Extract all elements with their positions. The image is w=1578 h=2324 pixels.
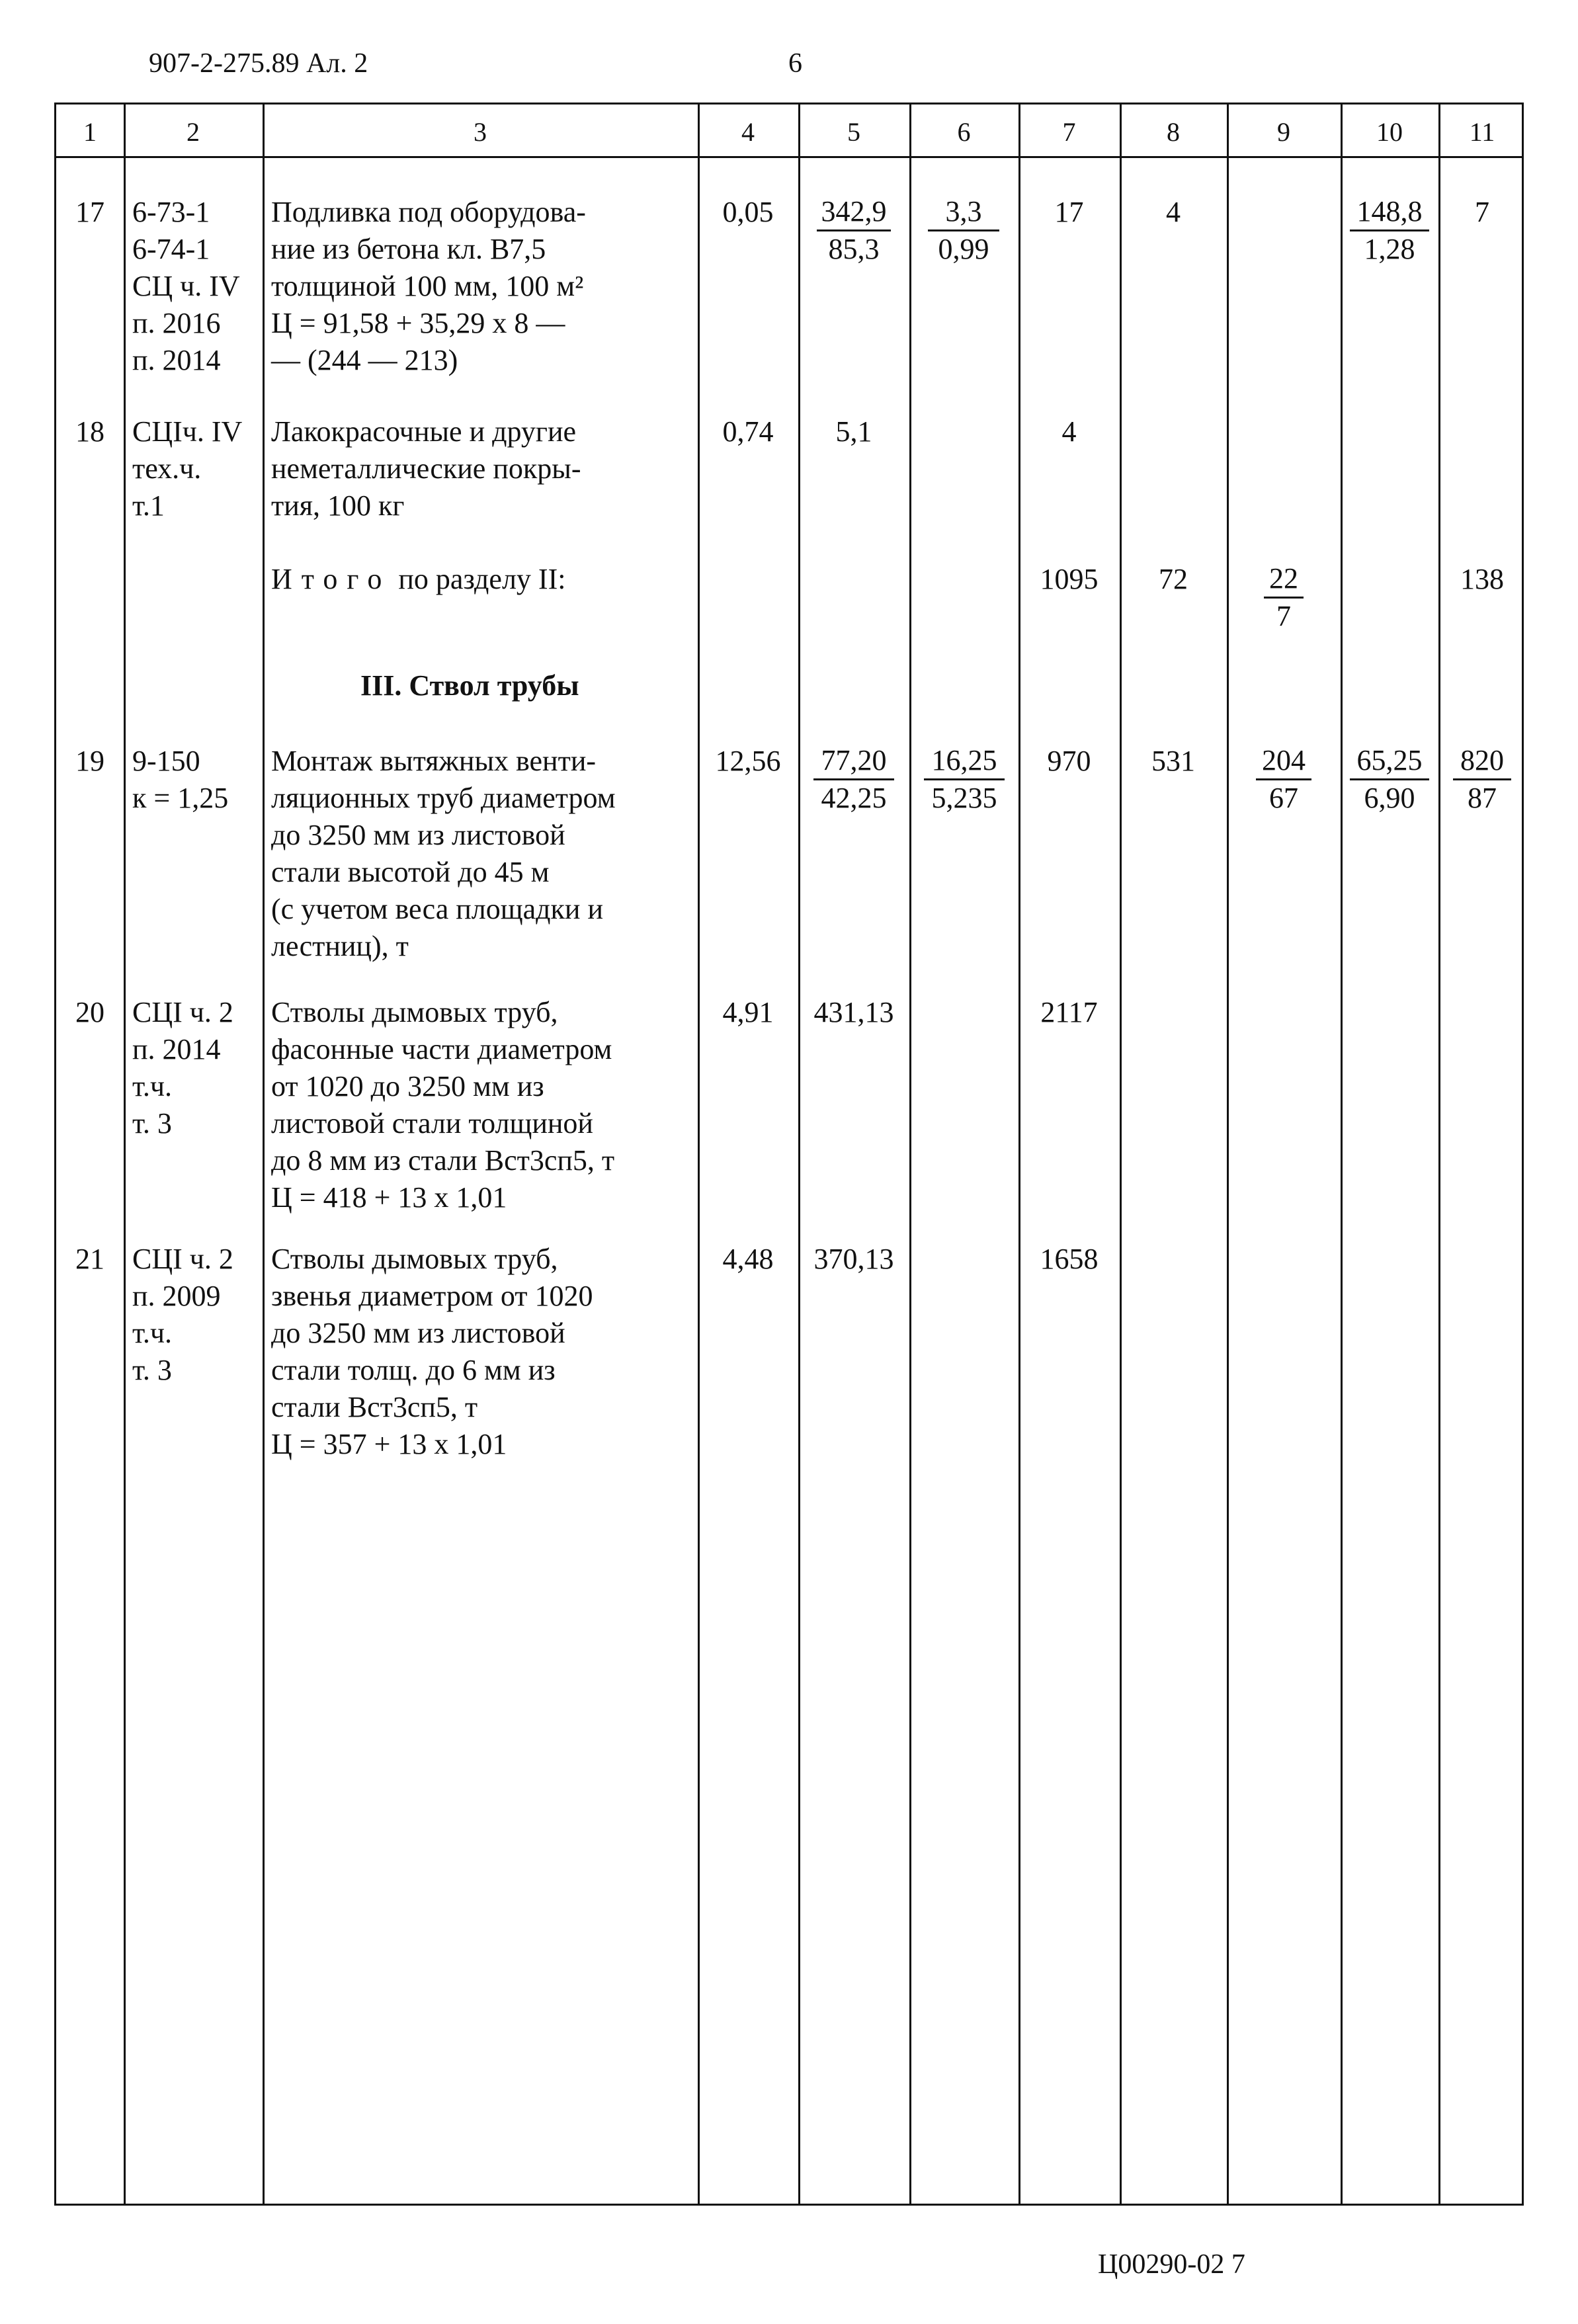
fraction-top: 148,8: [1350, 194, 1429, 231]
rate-code-line: т. 3: [132, 1107, 172, 1140]
rate-code: [132, 1241, 233, 1389]
description-line: лестниц), т: [271, 930, 409, 962]
rate-code-line: СЦIч. IV: [132, 415, 243, 448]
description-line: неметаллические покры-: [271, 452, 581, 485]
fraction-col5: [813, 743, 894, 816]
col11-value: 7: [1475, 196, 1489, 228]
col7-value: 970: [1047, 745, 1091, 777]
fraction-top: 3,3: [928, 194, 999, 231]
rate-code-line: 6-73-1: [132, 196, 210, 228]
row-number: 18: [75, 415, 104, 448]
description-line: от 1020 до 3250 мм из: [271, 1070, 544, 1102]
column-header-7: 7: [1062, 117, 1076, 147]
fraction-bottom: 0,99: [938, 233, 989, 265]
col5-value: 370,13: [813, 1243, 894, 1275]
rate-code-line: тех.ч.: [132, 452, 202, 485]
fraction-col6: [928, 194, 999, 267]
fraction-col9: [1264, 561, 1304, 634]
fraction-bottom: 1,28: [1364, 233, 1415, 265]
column-header-11: 11: [1469, 117, 1495, 147]
col5-value: 431,13: [813, 996, 894, 1028]
col8-value: 4: [1166, 196, 1181, 228]
fraction-bottom: 42,25: [821, 782, 887, 814]
column-header-1: 1: [83, 117, 97, 147]
work-description: [271, 194, 586, 379]
description-line: стали толщ. до 6 мм из: [271, 1354, 556, 1386]
rate-code-line: СЦ ч. IV: [132, 270, 240, 302]
total-label-rest: по разделу II:: [398, 563, 566, 595]
work-description: [271, 1241, 593, 1463]
column-header-4: 4: [741, 117, 755, 147]
col7-value: 1658: [1040, 1243, 1099, 1275]
description-line: Подливка под оборудова-: [271, 196, 586, 228]
estimate-table: [54, 103, 1524, 2206]
description-line: фасонные части диаметром: [271, 1033, 612, 1065]
description-line: Ц = 357 + 13 х 1,01: [271, 1428, 507, 1460]
fraction-col10: [1350, 743, 1429, 816]
rate-code-line: т.ч.: [132, 1317, 173, 1349]
column-header-6: 6: [957, 117, 971, 147]
fraction-top: 342,9: [817, 194, 891, 231]
rate-code-line: п. 2014: [132, 344, 221, 376]
fraction-top: 22: [1264, 561, 1304, 599]
rate-code-line: п. 2016: [132, 307, 221, 339]
rate-code-line: п. 2014: [132, 1033, 221, 1065]
description-line: Стволы дымовых труб,: [271, 1243, 558, 1275]
col8-value: 72: [1159, 563, 1188, 595]
rate-code: [132, 413, 242, 524]
column-header-10: 10: [1376, 117, 1403, 147]
fraction-bottom: 7: [1276, 600, 1291, 632]
rate-code-line: 6-74-1: [132, 233, 210, 265]
description-line: листовой стали толщиной: [271, 1107, 593, 1140]
rate-code-line: т.1: [132, 489, 165, 522]
description-line: до 3250 мм из листовой: [271, 819, 565, 851]
fraction-col6: [924, 743, 1005, 816]
work-description: [271, 743, 616, 965]
quantity: 0,05: [722, 196, 774, 228]
work-description: [271, 413, 581, 524]
fraction-top: 65,25: [1350, 743, 1429, 780]
col5-value: 5,1: [835, 415, 872, 448]
fraction-top: 820: [1453, 743, 1511, 780]
description-line: тия, 100 кг: [271, 489, 405, 522]
fraction-col10: [1350, 194, 1429, 267]
description-line: Монтаж вытяжных венти-: [271, 745, 597, 777]
description-line: ляционных труб диаметром: [271, 782, 616, 814]
rate-code-line: СЦI ч. 2: [132, 1243, 233, 1275]
col11-value: 138: [1460, 563, 1504, 595]
fraction-bottom: 87: [1468, 782, 1497, 814]
column-header-9: 9: [1277, 117, 1290, 147]
col7-value: 1095: [1040, 563, 1099, 595]
total-label: [271, 561, 565, 598]
rate-code-line: к = 1,25: [132, 782, 229, 814]
quantity: 12,56: [715, 745, 781, 777]
fraction-col11: [1453, 743, 1511, 816]
page-number: 6: [788, 48, 802, 79]
col7-value: 2117: [1040, 996, 1098, 1028]
row-number: 17: [75, 196, 104, 228]
description-line: стали Вст3сп5, т: [271, 1391, 478, 1423]
fraction-bottom: 85,3: [828, 233, 880, 265]
rate-code: [132, 743, 228, 817]
fraction-bottom: 67: [1269, 782, 1298, 814]
column-header-5: 5: [847, 117, 860, 147]
rate-code-line: т.ч.: [132, 1070, 173, 1102]
description-line: Лакокрасочные и другие: [271, 415, 577, 448]
description-line: Ц = 418 + 13 х 1,01: [271, 1181, 507, 1214]
fraction-top: 16,25: [924, 743, 1005, 780]
description-line: Ц = 91,58 + 35,29 х 8 —: [271, 307, 565, 339]
row-number: 21: [75, 1243, 104, 1275]
description-line: до 8 мм из стали Вст3сп5, т: [271, 1144, 615, 1177]
document-code: 907-2-275.89 Ал. 2: [149, 48, 368, 79]
col7-value: 17: [1054, 196, 1084, 228]
fraction-bottom: 6,90: [1364, 782, 1415, 814]
work-description: [271, 994, 614, 1216]
quantity: 4,91: [722, 996, 774, 1028]
column-header-8: 8: [1167, 117, 1180, 147]
description-line: толщиной 100 мм, 100 м²: [271, 270, 584, 302]
description-line: ние из бетона кл. В7,5: [271, 233, 546, 265]
footer-code: Ц00290-02 7: [1098, 2249, 1245, 2280]
fraction-col5: [817, 194, 891, 267]
row-number: 19: [75, 745, 104, 777]
row-number: 20: [75, 996, 104, 1028]
rate-code-line: 9-150: [132, 745, 200, 777]
description-line: стали высотой до 45 м: [271, 856, 550, 888]
fraction-col9: [1256, 743, 1311, 816]
column-header-2: 2: [187, 117, 200, 147]
quantity: 4,48: [722, 1243, 774, 1275]
description-line: Стволы дымовых труб,: [271, 996, 558, 1028]
fraction-top: 204: [1256, 743, 1311, 780]
rate-code-line: п. 2009: [132, 1280, 221, 1312]
rate-code: [132, 194, 240, 379]
rate-code: [132, 994, 233, 1142]
description-line: — (244 — 213): [271, 344, 458, 376]
total-label-word: Итого: [271, 563, 392, 595]
column-header-3: 3: [474, 117, 487, 147]
description-line: (с учетом веса площадки и: [271, 893, 604, 925]
description-line: звенья диаметром от 1020: [271, 1280, 593, 1312]
description-line: до 3250 мм из листовой: [271, 1317, 565, 1349]
quantity: 0,74: [722, 415, 774, 448]
fraction-bottom: 5,235: [931, 782, 997, 814]
rate-code-line: СЦI ч. 2: [132, 996, 233, 1028]
fraction-top: 77,20: [813, 743, 894, 780]
section-title: III. Ствол трубы: [360, 669, 579, 702]
col8-value: 531: [1151, 745, 1195, 777]
rate-code-line: т. 3: [132, 1354, 172, 1386]
col7-value: 4: [1061, 415, 1077, 448]
